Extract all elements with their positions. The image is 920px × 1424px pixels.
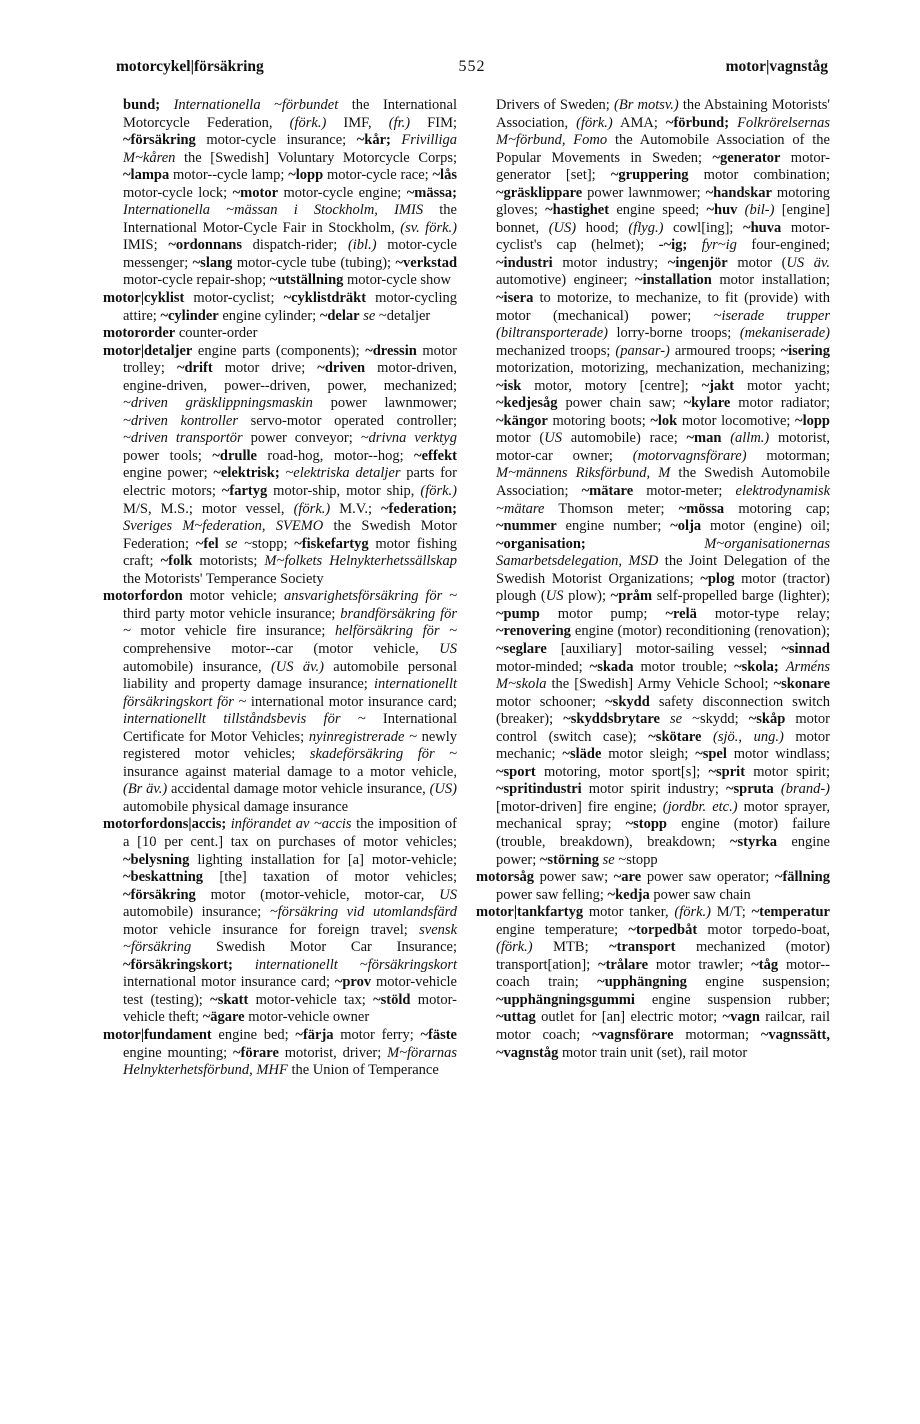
dictionary-entry: motororder counter-order [103, 325, 258, 342]
header-right-guideword: motor|vagnståg [725, 58, 828, 75]
dictionary-entry: motor|cyklist motor-cyclist; ~cyklistdräkt motor-cycling attire; ~cylinder engine cylinder; ~delar se ~detaljer [103, 290, 457, 324]
page-number: 552 [458, 58, 486, 75]
dictionary-entry: motorfordon motor vehicle; ansvarighetsförsäkring för ~ third party motor vehicle insurance; brandförsäkring för ~ motor vehicle fire insurance; helförsäkring för ~ comprehensive motor--car (motor vehicle, US automobile) insurance, (US äv.) automobile personal liability and property damage insurance; internationellt försäkringskort för ~ international motor insurance card; internationellt tillståndsbevis för ~ International Certificate for Motor Vehicles; nyinregistrerade ~ newly registered motor vehicles; skadeförsäkring för ~ insurance against material damage to a motor vehicle, (Br äv.) accidental damage motor vehicle insurance, (US) automobile physical damage insurance [103, 588, 458, 815]
left-column [103, 97, 457, 1080]
dictionary-entry: motor|tankfartyg motor tanker, (förk.) M/T; ~temperatur engine temperature; ~torpedbåt motor torpedo-boat, (förk.) MTB; ~transport mechanized (motor) transport[ation]; ~trålare motor trawler; ~tåg motor--coach train; ~upphängning engine suspension; ~upphängningsgummi engine suspension rubber; ~uttag outlet for [an] electric motor; ~vagn railcar, rail motor coach; ~vagnsförare motorman; ~vagnssätt, ~vagnståg motor train unit (set), rail motor [476, 904, 831, 1061]
entry-continuation: Drivers of Sweden; (Br motsv.) the Abstaining Motorists' Association, (förk.) AMA; ~förbund; Folkrörelsernas M~förbund, Fomo the Automobile Association of the Popular Movements in Sweden; ~generator motor-generator [set]; ~gruppering motor combination; ~gräsklippare power lawnmower; ~handskar motoring gloves; ~hastighet engine speed; ~huv (bil-) [engine] bonnet, (US) hood; (flyg.) cowl[ing]; ~huva motor-cyclist's cap (helmet); -~ig; fyr~ig four-engined; ~industri motor industry; ~ingenjör motor (US äv. automotive) engineer; ~installation motor installation; ~isera to motorize, to mechanize, to fit (provide) with motor (mechanical) power; ~iserade trupper (biltransporterade) lorry-borne troops; (mekaniserade) mechanized troops; (pansar-) armoured troops; ~isering motorization, motorizing, mechanization, mechanizing; ~isk motor, motory [centre]; ~jakt motor yacht; ~kedjesåg power chain saw; ~kylare motor radiator; ~kängor motoring boots; ~lok motor locomotive; ~lopp motor (US automobile) race; ~man (allm.) motorist, motor-car owner; (motorvagnsförare) motorman; M~männens Riksförbund, M the Swedish Automobile Association; ~mätare motor-meter; elektrodynamisk ~mätare Thomson meter; ~mössa motoring cap; ~nummer engine number; ~olja motor (engine) oil; ~organisation; M~organisationernas Samarbetsdelegation, MSD the Joint Delegation of the Swedish Motorist Organizations; ~plog motor (tractor) plough (US plow); ~pråm self-propelled barge (lighter); ~pump motor pump; ~relä motor-type relay; ~renovering engine (motor) reconditioning (renovation); ~seglare [auxiliary] motor-sailing vessel; ~sinnad motor-minded; ~skada motor trouble; ~skola; Arméns M~skola the [Swedish] Army Vehicle School; ~skonare motor schooner; ~skydd safety disconnection switch (breaker); ~skyddsbrytare se ~skydd; ~skåp motor control (switch case); ~skötare (sjö., ung.) motor mechanic; ~släde motor sleigh; ~spel motor windlass; ~sport motoring, motor sport[s]; ~sprit motor spirit; ~spritindustri motor spirit industry; ~spruta (brand-) [motor-driven] fire engine; (jordbr. etc.) motor sprayer, mechanical spray; ~stopp engine (motor) failure (trouble, breakdown), breakdown; ~styrka engine power; ~störning se ~stopp [496, 97, 831, 868]
dictionary-entry: motorsåg power saw; ~are power saw operator; ~fällning power saw felling; ~kedja power saw chain [476, 869, 830, 903]
dictionary-entry: motorfordons|accis; införandet av ~accis the imposition of a [10 per cent.] tax on purchases of motor vehicles; ~belysning lighting installation for [a] motor-vehicle; ~beskattning [the] taxation of motor vehicles; ~försäkring motor (motor-vehicle, motor-car, US automobile) insurance; ~försäkring vid utomlandsfärd motor vehicle insurance for foreign travel; svensk ~försäkring Swedish Motor Car Insurance; ~försäkringskort; internationellt ~försäkringskort international motor insurance card; ~prov motor-vehicle test (testing); ~skatt motor-vehicle tax; ~stöld motor-vehicle theft; ~ägare motor-vehicle owner [103, 816, 458, 1026]
right-column [476, 97, 830, 1062]
header-left-guideword: motorcykel|försäkring [116, 58, 264, 75]
running-header [116, 58, 828, 88]
dictionary-entry: motor|fundament engine bed; ~färja motor ferry; ~fäste engine mounting; ~förare motorist, driver; M~förarnas Helnykterhetsförbund, MHF the Union of Temperance [103, 1026, 457, 1079]
dictionary-entry: motor|detaljer engine parts (components); ~dressin motor trolley; ~drift motor drive; ~driven motor-driven, engine-driven, power--driven, power, mechanized; ~driven gräsklippningsmaskin power lawnmower; ~driven kontroller servo-motor operated controller; ~driven transportör power conveyor; ~drivna verktyg power tools; ~drulle road-hog, motor--hog; ~effekt engine power; ~elektrisk; ~elektriska detaljer parts for electric motors; ~fartyg motor-ship, motor ship, (förk.) M/S, M.S.; motor vessel, (förk.) M.V.; ~federation; Sveriges M~federation, SVEMO the Swedish Motor Federation; ~fel se ~stopp; ~fiskefartyg motor fishing craft; ~folk motorists; M~folkets Helnykterhetssällskap the Motorists' Temperance Society [103, 342, 458, 587]
entry-continuation: bund; Internationella ~förbundet the International Motorcycle Federation, (förk.) IMF, (fr.) FIM; ~försäkring motor-cycle insurance; ~kår; Frivilliga M~kåren the [Swedish] Voluntary Motorcycle Corps; ~lampa motor--cycle lamp; ~lopp motor-cycle race; ~lås motor-cycle lock; ~motor motor-cycle engine; ~mässa; Internationella ~mässan i Stockholm, IMIS the International Motor-Cycle Fair in Stockholm, (sv. förk.) IMIS; ~ordonnans dispatch-rider; (ibl.) motor-cycle messenger; ~slang motor-cycle tube (tubing); ~verkstad motor-cycle repair-shop; ~utställning motor-cycle show [123, 97, 458, 289]
